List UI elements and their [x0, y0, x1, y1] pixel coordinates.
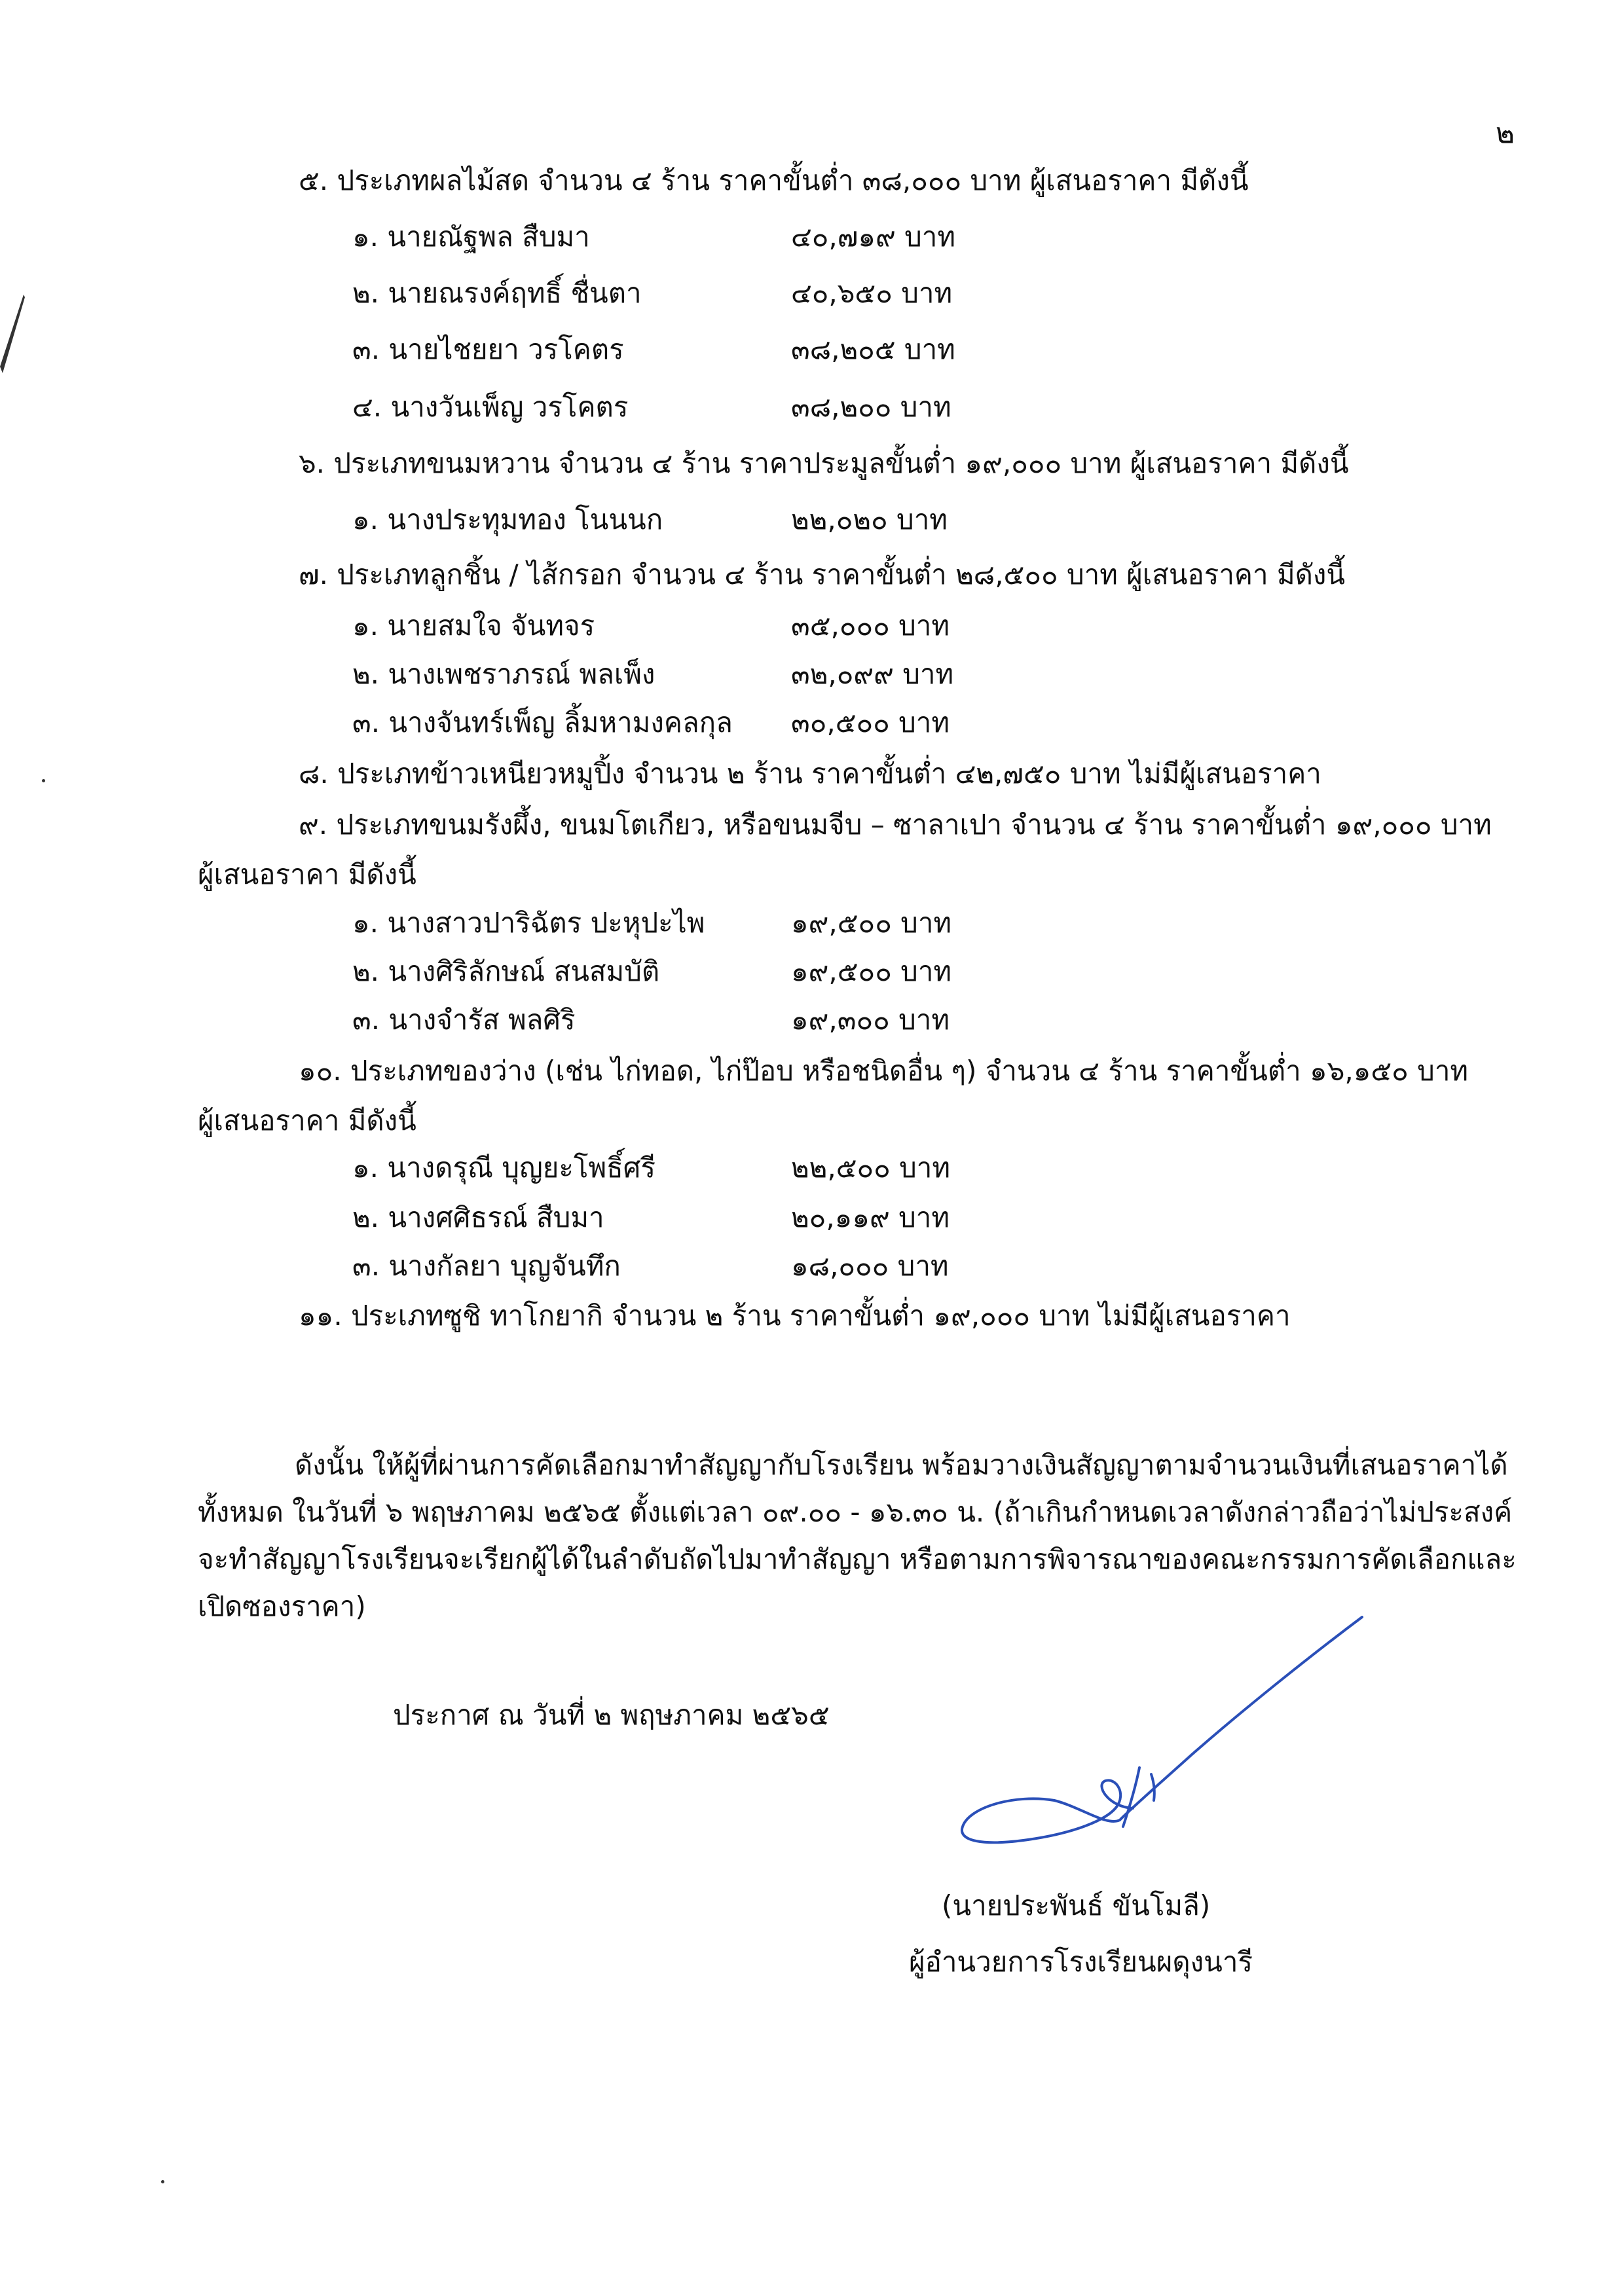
announcement-date: ประกาศ ณ วันที่ ๒ พฤษภาคม ๒๕๖๕: [393, 1699, 830, 1731]
category-9-heading: ๙. ประเภทขนมรังผึ้ง, ขนมโตเกียว, หรือขนมจีบ – ซาลาเปา จำนวน ๔ ร้าน ราคาขั้นต่ำ ๑๙,๐๐๐ บาท: [299, 809, 1492, 841]
category-9-continuation: ผู้เสนอราคา มีดังนี้: [198, 858, 416, 890]
bidder-name: ๑. นางประทุมทอง โนนนก: [352, 503, 663, 536]
bidder-amount: ๑๙,๓๐๐ บาท: [791, 1004, 950, 1036]
category-6-heading: ๖. ประเภทขนมหวาน จำนวน ๔ ร้าน ราคาประมูลขั้นต่ำ ๑๙,๐๐๐ บาท ผู้เสนอราคา มีดังนี้: [299, 447, 1349, 479]
bidder-amount: ๓๒,๐๙๙ บาท: [791, 658, 954, 690]
bidder-name: ๑. นางดรุณี บุญยะโพธิ์ศรี: [352, 1152, 656, 1184]
bidder-amount: ๒๒,๕๐๐ บาท: [791, 1152, 951, 1184]
bidder-name: ๔. นางวันเพ็ญ วรโคตร: [352, 391, 629, 423]
bidder-amount: ๓๕,๐๐๐ บาท: [791, 610, 950, 642]
bidder-amount: ๔๐,๗๑๙ บาท: [791, 221, 956, 253]
page-number: ๒: [1496, 117, 1515, 150]
closing-line-3: จะทำสัญญาโรงเรียนจะเรียกผู้ได้ในลำดับถัดไปมาทำสัญญา หรือตามการพิจารณาของคณะกรรมการคัดเลือกและ: [198, 1543, 1517, 1575]
bidder-name: ๓. นางกัลยา บุญจันทึก: [352, 1250, 621, 1282]
bidder-amount: ๓๐,๕๐๐ บาท: [791, 706, 950, 738]
bidder-amount: ๒๐,๑๑๙ บาท: [791, 1201, 950, 1233]
bidder-amount: ๑๘,๐๐๐ บาท: [791, 1250, 949, 1282]
scan-speck: [161, 2180, 164, 2183]
bidder-name: ๑. นางสาวปาริฉัตร ปะหุปะไพ: [352, 907, 705, 939]
category-5-heading: ๕. ประเภทผลไม้สด จำนวน ๔ ร้าน ราคาขั้นต่ำ ๓๘,๐๐๐ บาท ผู้เสนอราคา มีดังนี้: [299, 164, 1249, 196]
bidder-name: ๓. นางจำรัส พลศิริ: [352, 1004, 576, 1036]
bidder-name: ๒. นางเพชราภรณ์ พลเพ็ง: [352, 658, 655, 690]
bidder-name: ๒. นายณรงค์ฤทธิ์ ชื่นตา: [352, 277, 642, 309]
handwritten-signature: [943, 1611, 1388, 1886]
category-11-heading: ๑๑. ประเภทซูชิ ทาโกยากิ จำนวน ๒ ร้าน ราคาขั้นต่ำ ๑๙,๐๐๐ บาท ไม่มีผู้เสนอราคา: [299, 1300, 1291, 1332]
category-10-continuation: ผู้เสนอราคา มีดังนี้: [198, 1104, 416, 1137]
bidder-amount: ๓๘,๒๐๐ บาท: [791, 391, 951, 423]
closing-line-2: ทั้งหมด ในวันที่ ๖ พฤษภาคม ๒๕๖๕ ตั้งแต่เวลา ๐๙.๐๐ - ๑๖.๓๐ น. (ถ้าเกินกำหนดเวลาดังกล่าวถือว่าไม่ประสงค์: [198, 1496, 1513, 1528]
category-10-heading: ๑๐. ประเภทของว่าง (เช่น ไก่ทอด, ไก่ป๊อบ หรือชนิดอื่น ๆ) จำนวน ๔ ร้าน ราคาขั้นต่ำ ๑๖,๑๕๐ บาท: [299, 1055, 1469, 1087]
category-7-heading: ๗. ประเภทลูกชิ้น / ไส้กรอก จำนวน ๔ ร้าน ราคาขั้นต่ำ ๒๘,๕๐๐ บาท ผู้เสนอราคา มีดังนี้: [299, 558, 1346, 591]
bidder-amount: ๑๙,๕๐๐ บาท: [791, 907, 952, 939]
bidder-amount: ๒๒,๐๒๐ บาท: [791, 503, 948, 536]
bidder-amount: ๓๘,๒๐๕ บาท: [791, 333, 955, 365]
scan-speck: [42, 779, 45, 782]
bidder-amount: ๑๙,๕๐๐ บาท: [791, 955, 952, 987]
closing-line-4: เปิดซองราคา): [198, 1590, 366, 1622]
scan-edge-mark: [0, 282, 26, 373]
bidder-name: ๒. นางศศิธรณ์ สืบมา: [352, 1201, 604, 1233]
bidder-name: ๑. นายณัฐพล สืบมา: [352, 221, 590, 253]
category-8-heading: ๘. ประเภทข้าวเหนียวหมูปิ้ง จำนวน ๒ ร้าน ราคาขั้นต่ำ ๔๒,๗๕๐ บาท ไม่มีผู้เสนอราคา: [299, 757, 1321, 790]
bidder-name: ๑. นายสมใจ จันทจร: [352, 610, 595, 642]
bidder-name: ๓. นางจันทร์เพ็ญ ลิ้มหามงคลกุล: [352, 706, 733, 738]
bidder-amount: ๔๐,๖๕๐ บาท: [791, 277, 953, 309]
bidder-name: ๒. นางศิริลักษณ์ สนสมบัติ: [352, 955, 660, 987]
bidder-name: ๓. นายไชยยา วรโคตร: [352, 333, 624, 365]
closing-line-1: ดังนั้น ให้ผู้ที่ผ่านการคัดเลือกมาทำสัญญากับโรงเรียน พร้อมวางเงินสัญญาตามจำนวนเงินที่เสนอราคาได้: [295, 1449, 1508, 1481]
signatory-name: (นายประพันธ์ ขันโมลี): [942, 1889, 1211, 1922]
signatory-title: ผู้อำนวยการโรงเรียนผดุงนารี: [909, 1946, 1253, 1978]
